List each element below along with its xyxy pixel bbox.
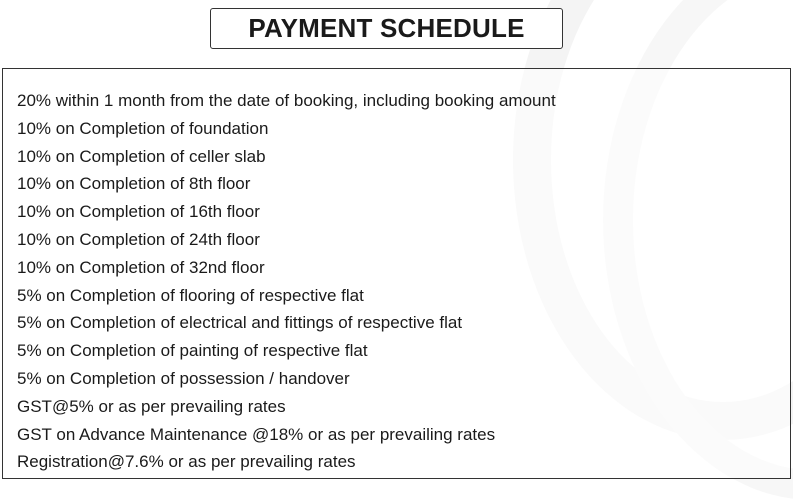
schedule-item: 10% on Completion of 8th floor xyxy=(17,174,251,194)
schedule-item: GST@5% or as per prevailing rates xyxy=(17,396,286,416)
schedule-item: 10% on Completion of foundation xyxy=(17,118,269,138)
payment-schedule-list xyxy=(3,69,790,476)
schedule-item: 10% on Completion of 24th floor xyxy=(17,229,260,249)
schedule-item: 20% within 1 month from the date of booking, including booking amount xyxy=(17,91,556,110)
payment-schedule-panel xyxy=(2,68,791,479)
schedule-item: 10% on Completion of celler slab xyxy=(17,146,266,166)
schedule-item: 5% on Completion of painting of respective flat xyxy=(17,341,368,361)
page-title: PAYMENT SCHEDULE xyxy=(248,13,525,43)
page-title-box xyxy=(210,8,563,49)
schedule-item: 5% on Completion of electrical and fittings of respective flat xyxy=(17,313,463,333)
schedule-item: Registration@7.6% or as per prevailing rates xyxy=(17,452,356,472)
schedule-item: 5% on Completion of flooring of respective flat xyxy=(17,285,364,305)
schedule-item: 5% on Completion of possession / handover xyxy=(17,368,350,388)
schedule-item: 10% on Completion of 32nd floor xyxy=(17,257,265,277)
schedule-item: 10% on Completion of 16th floor xyxy=(17,202,260,222)
schedule-item: GST on Advance Maintenance @18% or as per prevailing rates xyxy=(17,424,496,444)
